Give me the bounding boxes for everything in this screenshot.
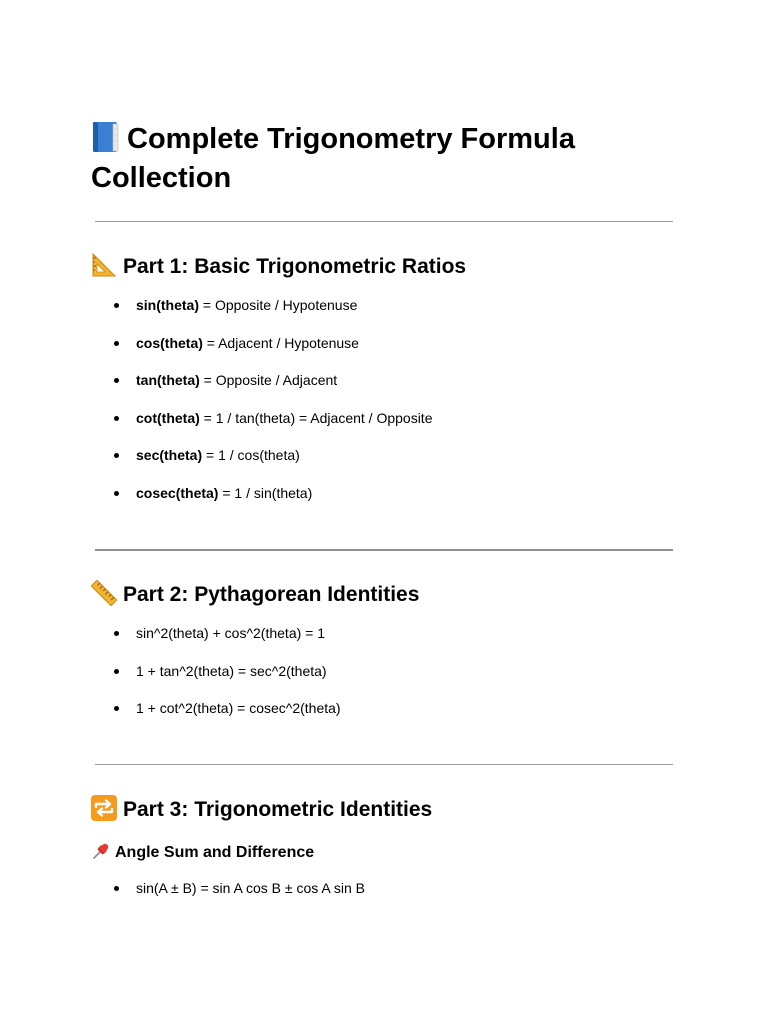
- part3-subheading-text: Angle Sum and Difference: [115, 844, 315, 861]
- part2-list: [91, 624, 341, 717]
- list-item: [91, 484, 432, 502]
- part1-heading: [91, 252, 466, 281]
- repeat-arrows-icon: [91, 795, 117, 821]
- triangular-ruler-icon: [91, 252, 117, 278]
- list-item: [91, 296, 432, 314]
- list-item: [91, 624, 341, 642]
- divider: [95, 549, 673, 551]
- list-item: [91, 334, 432, 352]
- formula-term: sec(theta): [136, 447, 203, 464]
- list-item: [91, 409, 432, 427]
- part3-heading: [91, 795, 432, 824]
- part2-heading: [91, 580, 419, 609]
- divider: [95, 221, 673, 222]
- formula-text: = Opposite / Hypotenuse: [199, 297, 358, 313]
- divider: [95, 764, 673, 765]
- formula-text: = 1 / sin(theta): [218, 484, 313, 501]
- formula-text: sin^2(theta) + cos^2(theta) = 1: [136, 625, 326, 641]
- formula-text: sin(A ± B) = sin A cos B ± cos A sin B: [136, 880, 365, 896]
- formula-text: = 1 / tan(theta) = Adjacent / Opposite: [199, 409, 433, 426]
- formula-text: 1 + cot^2(theta) = cosec^2(theta): [136, 700, 341, 716]
- part1-heading-text: Part 1: Basic Trigonometric Ratios: [123, 255, 467, 278]
- formula-term: cot(theta): [136, 409, 200, 426]
- list-item: [91, 879, 365, 897]
- list-item: [91, 446, 432, 464]
- part3-heading-text: Part 3: Trigonometric Identities: [123, 798, 433, 821]
- formula-text: = 1 / cos(theta): [202, 447, 300, 464]
- list-item: [91, 371, 432, 389]
- formula-term: sin(theta): [136, 297, 199, 313]
- formula-text: = Adjacent / Hypotenuse: [202, 334, 359, 351]
- list-item: [91, 662, 341, 680]
- pushpin-icon: [91, 841, 111, 861]
- part1-list: [91, 296, 432, 502]
- formula-term: cos(theta): [136, 334, 203, 351]
- part3-subheading: [91, 841, 314, 864]
- formula-text: 1 + tan^2(theta) = sec^2(theta): [136, 662, 327, 679]
- list-item: [91, 699, 341, 717]
- formula-term: tan(theta): [136, 372, 200, 389]
- straight-ruler-icon: [91, 580, 117, 606]
- formula-term: cosec(theta): [136, 484, 219, 501]
- document-title-text: Complete Trigonometry Formula Collection: [91, 123, 575, 194]
- blue-book-icon: [91, 121, 121, 153]
- part3-list: [91, 879, 365, 897]
- document-title: [91, 120, 671, 198]
- formula-text: = Opposite / Adjacent: [199, 372, 338, 389]
- part2-heading-text: Part 2: Pythagorean Identities: [123, 583, 420, 606]
